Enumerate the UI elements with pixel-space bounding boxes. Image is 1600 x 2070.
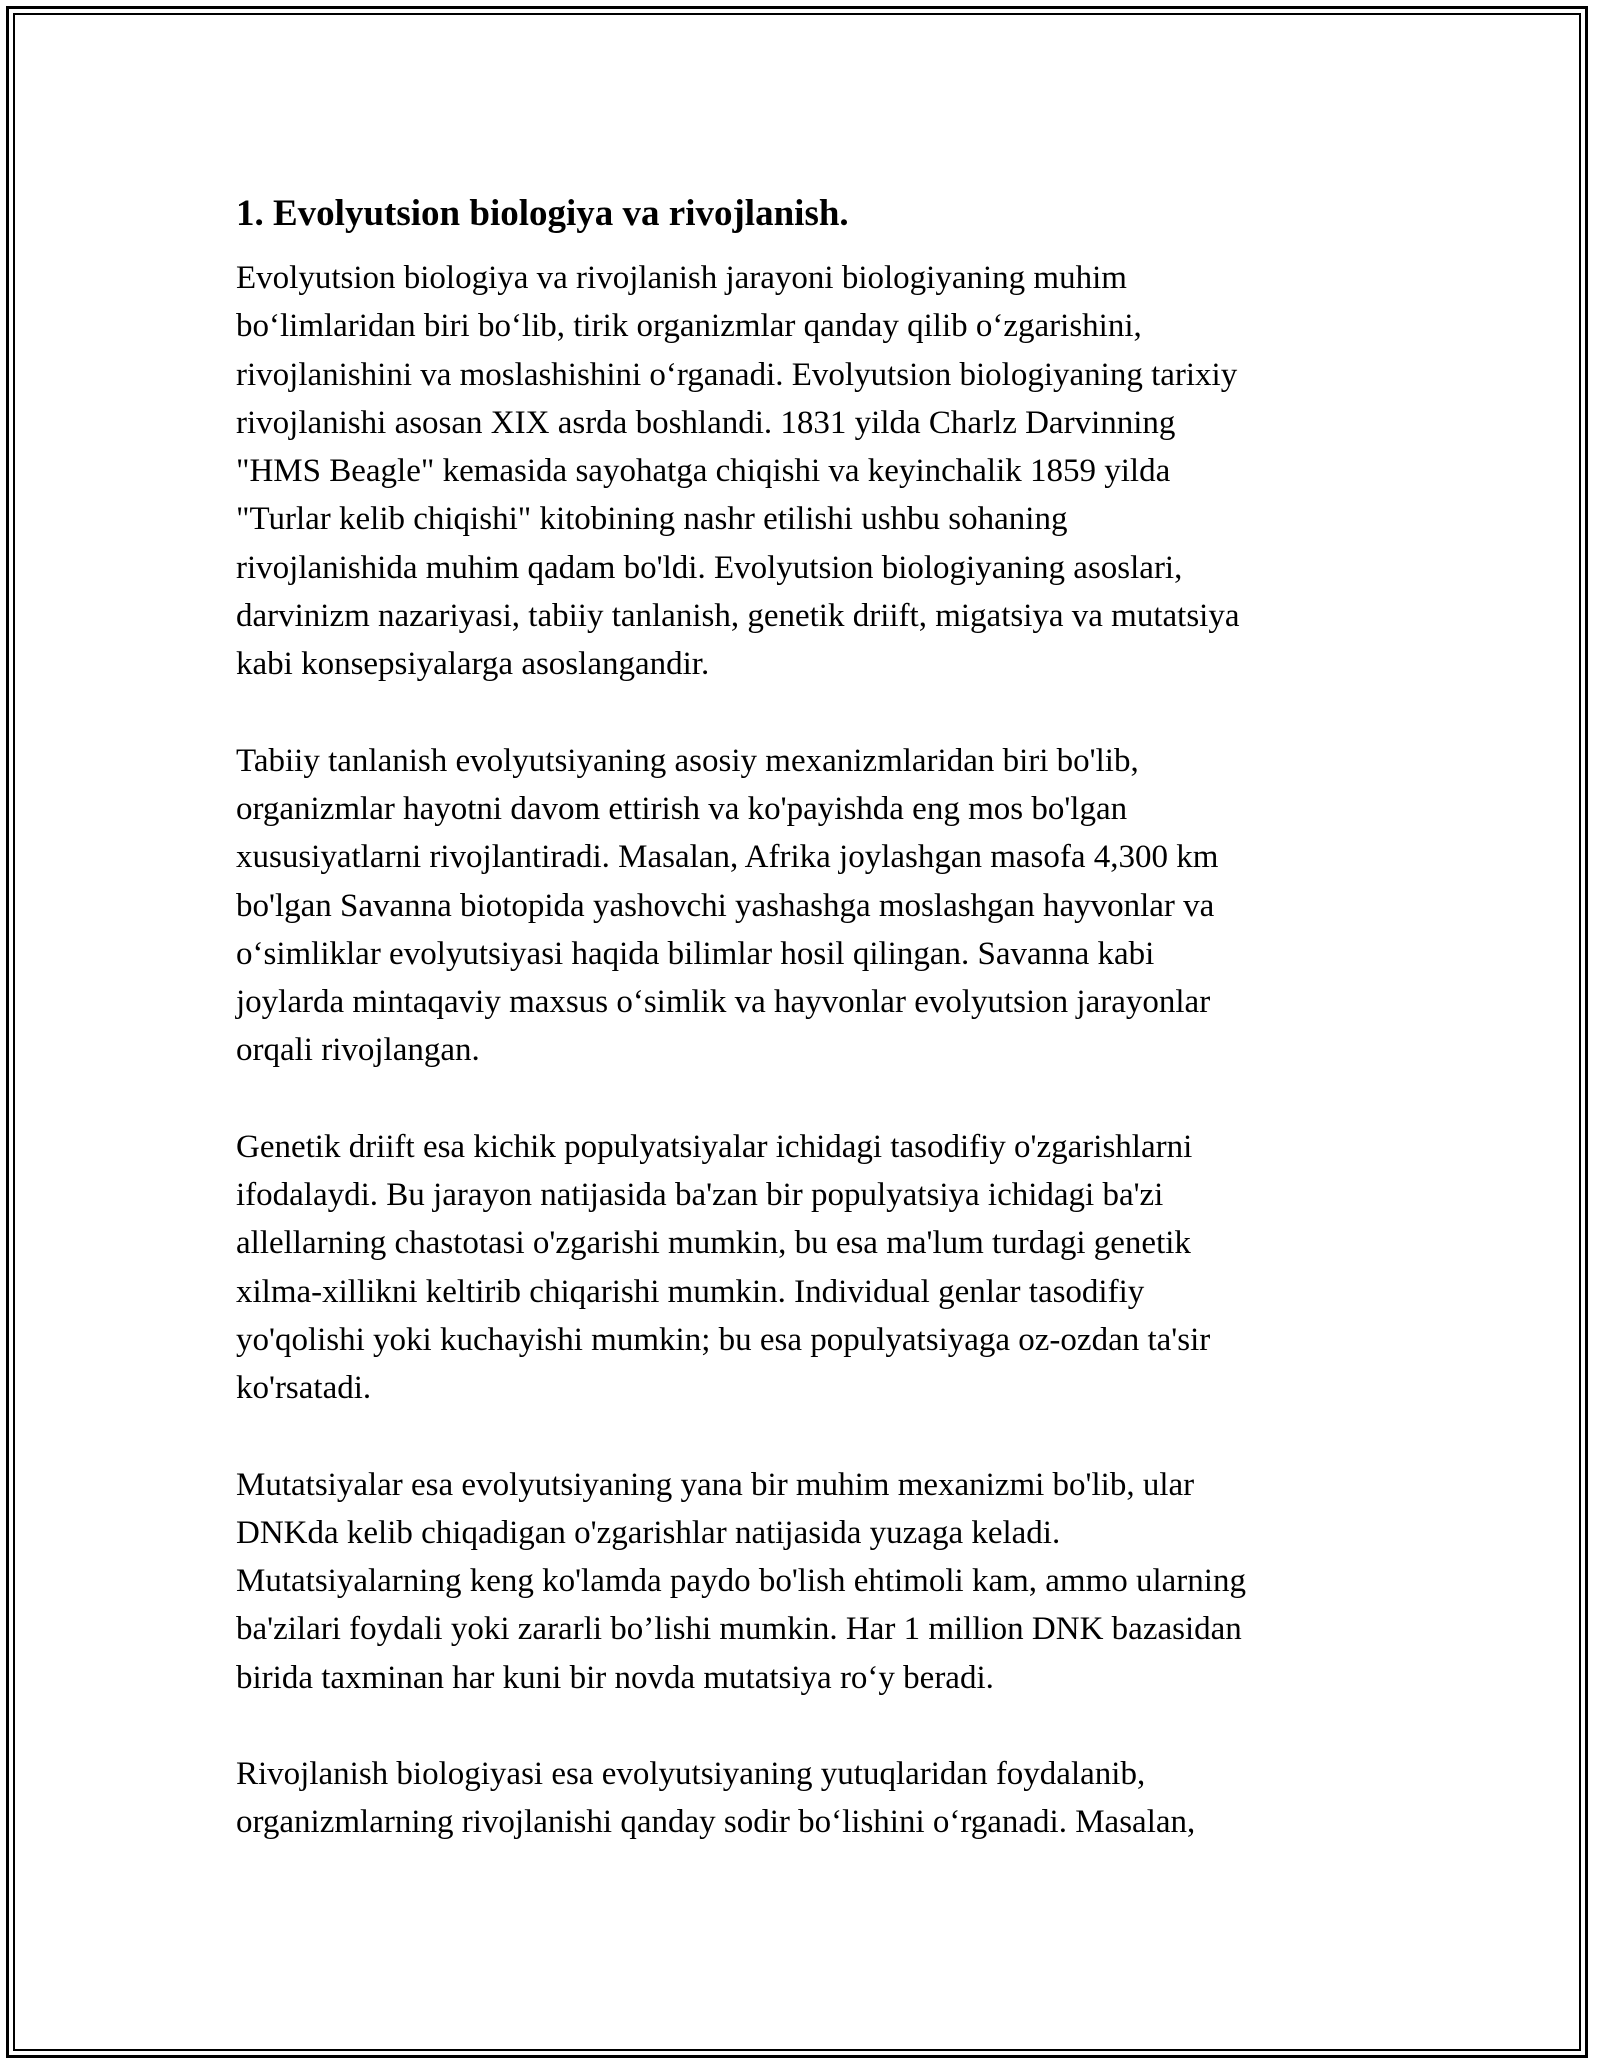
text-line: rivojlanishida muhim qadam bo'ldi. Evolyutsion biologiyaning asoslari,: [236, 549, 1183, 586]
text-line: joylarda mintaqaviy maxsus o‘simlik va hayvonlar evolyutsion jarayonlar: [236, 984, 1211, 1021]
text-line: birida taxminan har kuni bir novda mutatsiya ro‘y beradi.: [236, 1659, 994, 1696]
text-line: organizmlarning rivojlanishi qanday sodir bo‘lishini o‘rganadi. Masalan,: [236, 1804, 1196, 1841]
paragraph-developmental-biology: [236, 1750, 1366, 1847]
text-line: allellarning chastotasi o'zgarishi mumkin, bu esa ma'lum turdagi genetik: [236, 1225, 1191, 1262]
text-line: organizmlar hayotni davom ettirish va ko'payishda eng mos bo'lgan: [236, 790, 1128, 827]
text-line: darvinizm nazariyasi, tabiiy tanlanish, genetik driift, migatsiya va mutatsiya: [236, 598, 1240, 635]
paragraph-natural-selection: [236, 737, 1366, 1075]
text-line: xususiyatlarni rivojlantiradi. Masalan, Afrika joylashgan masofa 4,300 km: [236, 839, 1219, 876]
text-line: "Turlar kelib chiqishi" kitobining nashr etilishi ushbu sohaning: [236, 501, 1068, 538]
text-line: ba'zilari foydali yoki zararli bo’lishi mumkin. Har 1 million DNK bazasidan: [236, 1611, 1242, 1648]
text-line: kabi konsepsiyalarga asoslangandir.: [236, 646, 710, 683]
text-line: bo‘limlaridan biri bo‘lib, tirik organizmlar qanday qilib o‘zgarishini,: [236, 308, 1142, 345]
text-line: o‘simliklar evolyutsiyasi haqida bilimlar hosil qilingan. Savanna kabi: [236, 935, 1155, 972]
paragraph-mutations: [236, 1461, 1366, 1702]
text-line: yo'qolishi yoki kuchayishi mumkin; bu esa populyatsiyaga oz-ozdan ta'sir: [236, 1321, 1211, 1358]
section-heading: 1. Evolyutsion biologiya va rivojlanish.: [236, 193, 849, 234]
text-line: "HMS Beagle" kemasida sayohatga chiqishi va keyinchalik 1859 yilda: [236, 453, 1171, 490]
text-line: DNKda kelib chiqadigan o'zgarishlar natijasida yuzaga keladi.: [236, 1514, 1061, 1551]
text-line: xilma-xillikni keltirib chiqarishi mumkin. Individual genlar tasodifiy: [236, 1273, 1145, 1310]
text-line: orqali rivojlangan.: [236, 1032, 480, 1069]
paragraph-evolutionary-biology: [236, 254, 1366, 689]
text-line: rivojlanishini va moslashishini o‘rganadi. Evolyutsion biologiyaning tarixiy: [236, 356, 1238, 393]
text-line: Evolyutsion biologiya va rivojlanish jarayoni biologiyaning muhim: [236, 260, 1127, 296]
text-line: bo'lgan Savanna biotopida yashovchi yashashga moslashgan hayvonlar va: [236, 887, 1215, 924]
text-line: Rivojlanish biologiyasi esa evolyutsiyaning yutuqlaridan foydalanib,: [236, 1756, 1146, 1793]
document-body: [236, 188, 1366, 1895]
text-line: rivojlanishi asosan XIX asrda boshlandi. 1831 yilda Charlz Darvinning: [236, 404, 1176, 441]
text-line: ko'rsatadi.: [236, 1370, 372, 1407]
text-line: ifodalaydi. Bu jarayon natijasida ba'zan bir populyatsiya ichidagi ba'zi: [236, 1177, 1164, 1214]
text-line: Genetik driift esa kichik populyatsiyalar ichidagi tasodifiy o'zgarishlarni: [236, 1128, 1193, 1165]
text-line: Mutatsiyalar esa evolyutsiyaning yana bir muhim mexanizmi bo'lib, ular: [236, 1466, 1195, 1503]
paragraph-genetic-drift: [236, 1123, 1366, 1413]
text-line: Tabiiy tanlanish evolyutsiyaning asosiy mexanizmlaridan biri bo'lib,: [236, 742, 1139, 779]
text-line: Mutatsiyalarning keng ko'lamda paydo bo'lish ehtimoli kam, ammo ularning: [236, 1563, 1246, 1600]
